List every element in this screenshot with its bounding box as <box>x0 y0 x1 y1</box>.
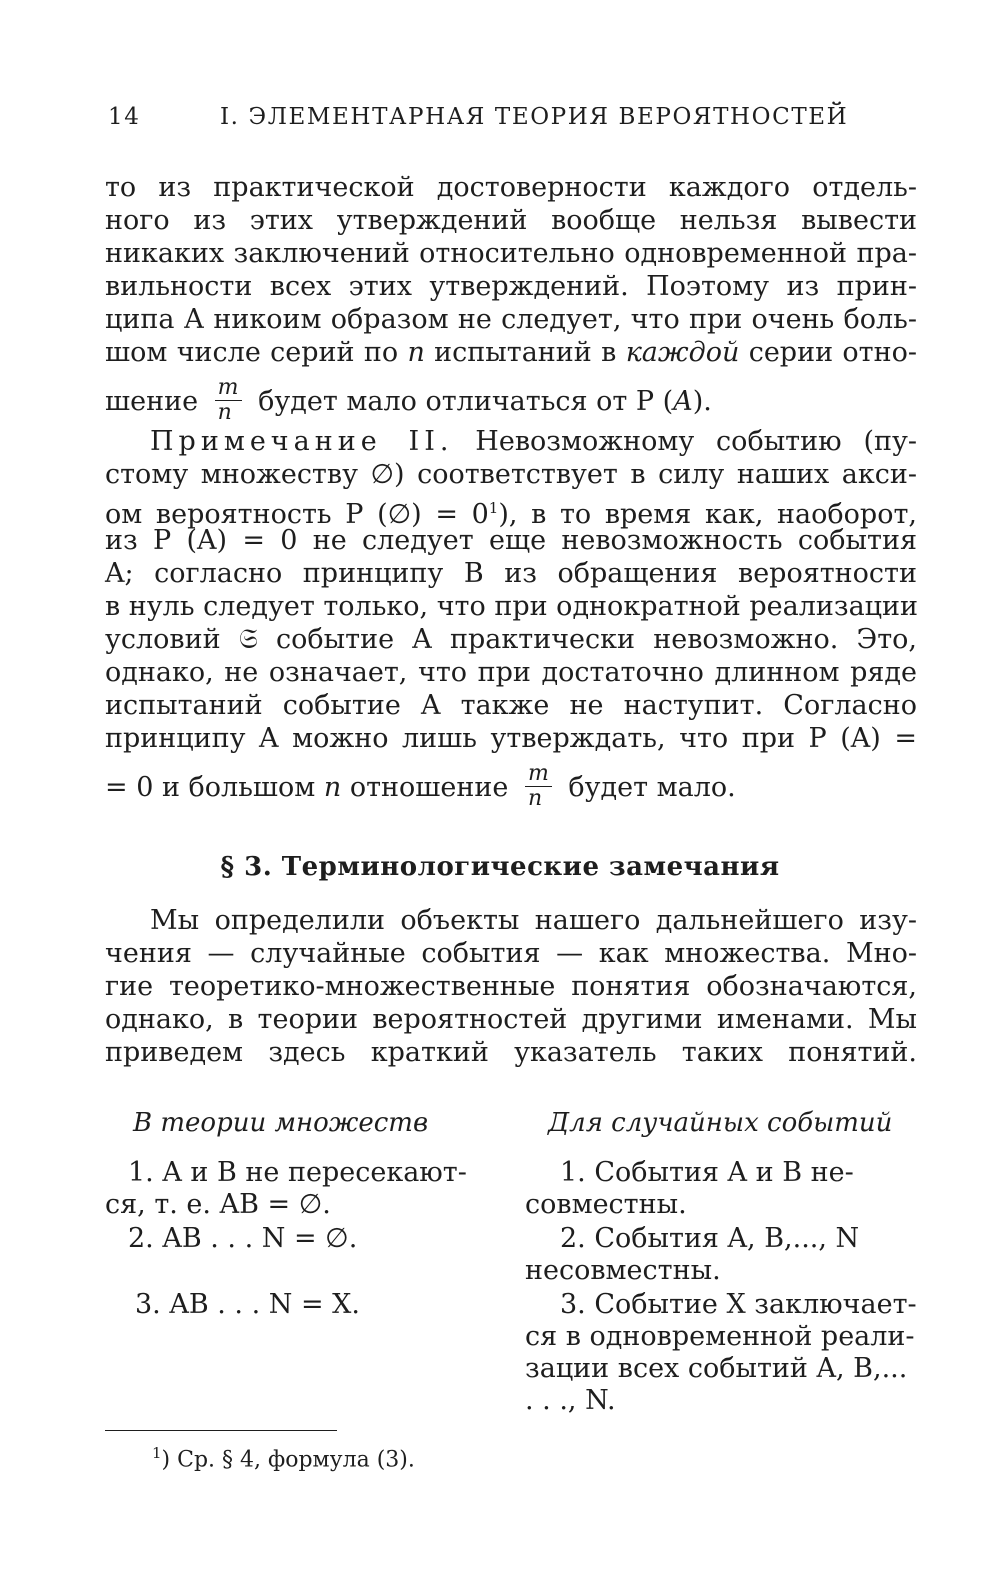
section-line: гие теоретико-множественные понятия обозначаются, <box>105 971 917 1002</box>
table-cell-left: ся, т. е. AB = ∅. <box>105 1189 331 1220</box>
footnote-text: ) Ср. § 4, формула (3). <box>161 1447 415 1473</box>
text-run: ), в то время как, наоборот, <box>498 499 917 530</box>
table-cell-left: 3. AB . . . N = X. <box>135 1289 360 1320</box>
footnote <box>152 1444 415 1472</box>
paragraph-line <box>105 335 917 371</box>
table-cell-right: 1. События A и B не- <box>560 1157 854 1188</box>
variable-A: A <box>673 386 693 417</box>
paragraph-line: никаких заключений относительно одновременной пра- <box>105 238 917 269</box>
variable-n: n <box>407 337 425 368</box>
table-cell-right: . . ., N. <box>525 1385 616 1416</box>
fraction-numerator: m <box>525 762 552 787</box>
section-line: чения — случайные события — как множества. Мно- <box>105 938 917 969</box>
text-run: = 0 и большом <box>105 772 316 803</box>
section-line: приведем здесь краткий указатель таких понятий. <box>105 1037 917 1068</box>
running-header <box>108 104 849 134</box>
emphasis-word: каждой <box>625 337 740 368</box>
paragraph-line: ципа А никоим образом не следует, что при очень боль- <box>105 304 917 335</box>
footnote-divider <box>105 1430 337 1431</box>
column-header-sets: В теории множеств <box>133 1108 429 1138</box>
note-line: из Р (A) = 0 не следует еще невозможность события <box>105 525 917 556</box>
fraction-numerator: m <box>215 376 242 401</box>
text-run: отношение <box>349 772 509 803</box>
note-label: Примечание II. <box>150 426 454 457</box>
running-title: I. ЭЛЕМЕНТАРНАЯ ТЕОРИЯ ВЕРОЯТНОСТЕЙ <box>220 104 849 130</box>
note-line: принципу A можно лишь утверждать, что при Р (A) = <box>105 723 917 754</box>
table-cell-right: совместны. <box>525 1189 687 1220</box>
text-run: шение <box>105 386 199 417</box>
table-cell-right: ся в одновременной реали- <box>525 1321 915 1352</box>
text-run: будет мало отличаться от Р ( <box>258 386 674 417</box>
column-header-events: Для случайных событий <box>548 1108 893 1138</box>
note-line <box>105 490 917 530</box>
page-number: 14 <box>108 104 141 130</box>
section-line: однако, в теории вероятностей другими именами. Мы <box>105 1004 917 1035</box>
note-line: в нуль следует только, что при однократной реализации <box>105 591 919 622</box>
note-line: стому множеству ∅) соответствует в силу наших акси- <box>105 459 917 490</box>
table-cell-left: 2. AB . . . N = ∅. <box>128 1223 358 1254</box>
note-line: A; согласно принципу В из обращения вероятности <box>105 558 917 589</box>
note-line <box>150 424 917 460</box>
paragraph-line: ного из этих утверждений вообще нельзя вывести <box>105 205 917 236</box>
section-heading: § 3. Терминологические замечания <box>220 852 780 882</box>
paragraph-line: вильности всех этих утверждений. Поэтому из прин- <box>105 271 917 302</box>
variable-n: n <box>323 772 342 803</box>
text-run: испытаний в <box>434 337 617 368</box>
note-line: однако, не означает, что при достаточно длинном ряде <box>105 657 917 688</box>
text-run: ом вероятность Р (∅) = 0 <box>105 499 489 530</box>
footnote-marker: 1 <box>152 1444 162 1462</box>
section-line: Мы определили объекты нашего дальнейшего изу- <box>150 905 917 936</box>
fraction-m-over-n <box>215 376 242 425</box>
paragraph-line <box>105 375 917 425</box>
note-line <box>105 761 917 811</box>
text-run: Невозможному событию (пу- <box>475 426 917 457</box>
table-cell-right: зации всех событий A, B,... <box>525 1353 908 1384</box>
table-cell-left: 1. A и B не пересекают- <box>128 1157 467 1188</box>
text-run: ). <box>692 386 712 417</box>
note-line: условий 𝔖 событие A практически невозможно. Это, <box>105 624 917 655</box>
text-run: будет мало. <box>568 772 736 803</box>
text-run: шом числе серий по <box>105 337 399 368</box>
fraction-denominator: n <box>527 786 543 811</box>
fraction-m-over-n <box>525 762 552 811</box>
fraction-denominator: n <box>217 400 232 425</box>
table-cell-right: 3. Событие X заключает- <box>560 1289 917 1320</box>
paragraph-line: то из практической достоверности каждого отдель- <box>105 172 917 203</box>
table-cell-right: 2. События A, B,..., N <box>560 1223 860 1254</box>
table-cell-right: несовместны. <box>525 1255 721 1286</box>
footnote-ref: 1 <box>488 499 499 517</box>
text-run: серии отно- <box>748 337 917 368</box>
note-line: испытаний событие A также не наступит. Согласно <box>105 690 917 721</box>
